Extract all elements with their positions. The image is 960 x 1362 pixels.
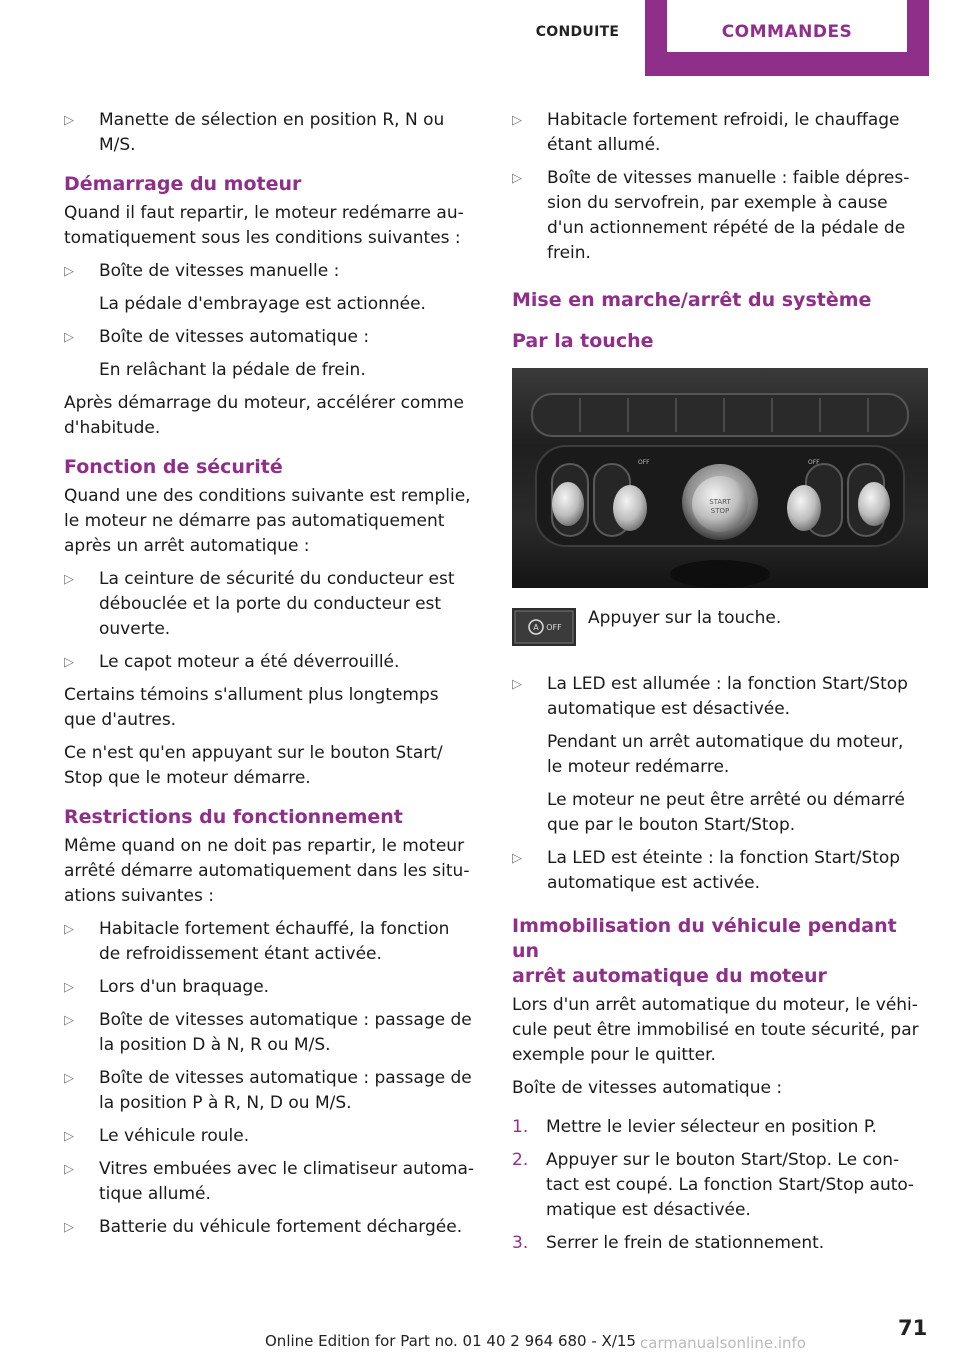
- list-item-text: automatique est activée.: [547, 873, 760, 893]
- list-item-text: Habitacle fortement refroidi, le chauffage: [547, 110, 900, 130]
- list-item-text: Boîte de vitesses automatique :: [99, 327, 370, 347]
- list-item-text: Le véhicule roule.: [99, 1126, 250, 1146]
- list-item-text: frein.: [547, 243, 591, 263]
- list-item-text: Lors d'un braquage.: [99, 977, 270, 997]
- bullet-icon: ▷: [64, 980, 74, 995]
- text-line: exemple pour le quitter.: [512, 1045, 716, 1065]
- heading-par-la-touche: Par la touche: [512, 330, 654, 352]
- list-item-text: Manette de sélection en position R, N ou: [99, 110, 445, 130]
- heading-line: Immobilisation du véhicule pendant un: [512, 915, 897, 962]
- list-item: [64, 108, 480, 158]
- list-item: [512, 108, 928, 158]
- text-line: d'habitude.: [64, 418, 161, 438]
- step-number: 3.: [512, 1233, 529, 1253]
- text-line: Pendant un arrêt automatique du moteur,: [547, 732, 904, 752]
- list-item-text: ouverte.: [99, 619, 171, 639]
- page-number: 71: [898, 1316, 928, 1340]
- list-item-text: La LED est éteinte : la fonction Start/Stop: [547, 848, 901, 868]
- instruction-row: [512, 606, 928, 654]
- console-switches-photo: [512, 368, 928, 588]
- paragraph: [64, 741, 480, 791]
- text-line: Ce n'est qu'en appuyant sur le bouton Start/: [64, 743, 443, 763]
- list-item-text: Boîte de vitesses manuelle :: [99, 261, 340, 281]
- paragraph: Boîte de vitesses automatique :: [512, 1078, 783, 1098]
- step-number: 1.: [512, 1117, 529, 1137]
- text-line: Après démarrage du moteur, accélérer comme: [64, 393, 464, 413]
- bullet-icon: ▷: [64, 1129, 74, 1144]
- text-line: le moteur redémarre.: [547, 757, 730, 777]
- heading-restrictions: Restrictions du fonctionnement: [64, 806, 403, 828]
- heading-securite: Fonction de sécurité: [64, 456, 283, 478]
- heading-immobilisation: [512, 914, 928, 989]
- list-item: [64, 259, 480, 317]
- bullet-icon: ▷: [64, 572, 74, 587]
- text-line: cule peut être immobilisé en toute sécurité, par: [512, 1020, 919, 1040]
- step-number: 2.: [512, 1150, 529, 1170]
- text-line: arrêté démarre automatiquement dans les situ‐: [64, 861, 470, 881]
- off-label: OFF: [638, 459, 650, 466]
- list-item-text: étant allumé.: [547, 135, 661, 155]
- list-item-text: débouclée et la porte du conducteur est: [99, 594, 442, 614]
- console-switches-image: [512, 368, 928, 588]
- section-tab-commandes-panel: [667, 0, 907, 52]
- paragraph: [64, 201, 480, 251]
- list-item-text: de refroidissement étant activée.: [99, 944, 382, 964]
- step-text: Serrer le frein de stationnement.: [546, 1233, 825, 1253]
- numbered-step: [512, 1231, 928, 1256]
- list-item: [512, 846, 928, 896]
- list-item: [64, 1124, 480, 1149]
- list-item-subtext: [547, 730, 928, 780]
- text-line: le moteur ne démarre pas automatiquement: [64, 511, 445, 531]
- icon-off-text: OFF: [546, 623, 562, 632]
- text-line: ations suivantes :: [64, 886, 214, 906]
- start-label: START: [709, 498, 731, 506]
- bullet-icon: ▷: [64, 330, 74, 345]
- text-line: après un arrêt automatique :: [64, 536, 310, 556]
- step-text: tact est coupé. La fonction Start/Stop auto‐: [546, 1175, 914, 1195]
- numbered-step: [512, 1148, 928, 1223]
- list-item-text: la position D à N, R ou M/S.: [99, 1035, 331, 1055]
- bullet-icon: ▷: [64, 922, 74, 937]
- heading-line: arrêt automatique du moteur: [512, 965, 827, 987]
- footer-edition: Online Edition for Part no. 01 40 2 964 680 - X/15: [265, 1332, 636, 1350]
- paragraph: [512, 993, 928, 1068]
- page-header: [0, 0, 960, 80]
- list-item-text: d'un actionnement répété de la pédale de: [547, 218, 906, 238]
- list-item-text: tique allumé.: [99, 1184, 211, 1204]
- list-item: [64, 1066, 480, 1116]
- text-line: Même quand on ne doit pas repartir, le moteur: [64, 836, 465, 856]
- list-item-text: La LED est allumée : la fonction Start/Stop: [547, 674, 908, 694]
- paragraph: [64, 683, 480, 733]
- bullet-icon: ▷: [512, 113, 522, 128]
- paragraph: [64, 484, 480, 559]
- list-item: [512, 166, 928, 266]
- list-item-text: La ceinture de sécurité du conducteur est: [99, 569, 455, 589]
- section-tab-conduite[interactable]: CONDUITE: [535, 24, 620, 40]
- list-item-text: automatique est désactivée.: [547, 699, 791, 719]
- list-item: [512, 672, 928, 838]
- section-tab-commandes[interactable]: [645, 0, 929, 76]
- section-tab-commandes-label: COMMANDES: [721, 22, 853, 42]
- paragraph: [64, 834, 480, 909]
- text-line: que d'autres.: [64, 710, 177, 730]
- list-item-text: sion du servofrein, par exemple à cause: [547, 193, 888, 213]
- list-item-subtext: La pédale d'embrayage est actionnée.: [99, 294, 426, 314]
- list-item-text: Boîte de vitesses automatique : passage de: [99, 1068, 472, 1088]
- step-text: matique est désactivée.: [546, 1200, 751, 1220]
- list-item-text: Vitres embuées avec le climatiseur automa‐: [99, 1159, 475, 1179]
- heading-demarrage: Démarrage du moteur: [64, 173, 302, 195]
- list-item: [64, 917, 480, 967]
- auto-start-stop-off-icon: [512, 608, 576, 646]
- text-line: Certains témoins s'allument plus longtemps: [64, 685, 439, 705]
- text-line: Le moteur ne peut être arrêté ou démarré: [547, 790, 905, 810]
- numbered-step: [512, 1115, 928, 1140]
- list-item-text: M/S.: [99, 135, 136, 155]
- list-item-text: Boîte de vitesses automatique : passage de: [99, 1010, 472, 1030]
- list-item: [64, 650, 480, 675]
- bullet-icon: ▷: [512, 171, 522, 186]
- text-line: que par le bouton Start/Stop.: [547, 815, 796, 835]
- stop-label: STOP: [710, 507, 730, 515]
- list-item-text: Habitacle fortement échauffé, la fonction: [99, 919, 450, 939]
- list-item: [64, 1008, 480, 1058]
- list-item-text: Boîte de vitesses manuelle : faible dépres‐: [547, 168, 910, 188]
- watermark-text: carmanualsonline.info: [640, 1334, 806, 1352]
- list-item-subtext: [547, 788, 928, 838]
- bullet-icon: ▷: [64, 655, 74, 670]
- bullet-icon: ▷: [64, 1162, 74, 1177]
- bullet-icon: ▷: [512, 851, 522, 866]
- svg-text:A: A: [533, 623, 539, 632]
- right-column: [512, 108, 928, 1264]
- bullet-icon: ▷: [64, 264, 74, 279]
- step-text: Appuyer sur le bouton Start/Stop. Le con‐: [546, 1150, 900, 1170]
- bullet-icon: ▷: [64, 1220, 74, 1235]
- text-line: Quand il faut repartir, le moteur redémarre au‐: [64, 203, 464, 223]
- off-label: OFF: [808, 459, 820, 466]
- list-item-text: la position P à R, N, D ou M/S.: [99, 1093, 352, 1113]
- list-item-text: Batterie du véhicule fortement déchargée.: [99, 1217, 463, 1237]
- bullet-icon: ▷: [64, 1071, 74, 1086]
- text-line: Stop que le moteur démarre.: [64, 768, 311, 788]
- instruction-text: Appuyer sur la touche.: [588, 608, 782, 628]
- list-item-text: Le capot moteur a été déverrouillé.: [99, 652, 400, 672]
- text-line: Lors d'un arrêt automatique du moteur, le véhi‐: [512, 995, 918, 1015]
- left-column: [64, 108, 480, 1248]
- list-item-subtext: En relâchant la pédale de frein.: [99, 360, 366, 380]
- list-item: [64, 325, 480, 383]
- list-item: [64, 1157, 480, 1207]
- bullet-icon: ▷: [64, 1013, 74, 1028]
- paragraph: [64, 391, 480, 441]
- text-line: tomatiquement sous les conditions suivantes :: [64, 228, 461, 248]
- text-line: Quand une des conditions suivante est remplie,: [64, 486, 471, 506]
- step-text: Mettre le levier sélecteur en position P.: [546, 1117, 877, 1137]
- list-item: [64, 567, 480, 642]
- list-item: [64, 975, 480, 1000]
- bullet-icon: ▷: [64, 113, 74, 128]
- list-item: [64, 1215, 480, 1240]
- bullet-icon: ▷: [512, 677, 522, 692]
- heading-mise-en-marche: Mise en marche/arrêt du système: [512, 289, 872, 311]
